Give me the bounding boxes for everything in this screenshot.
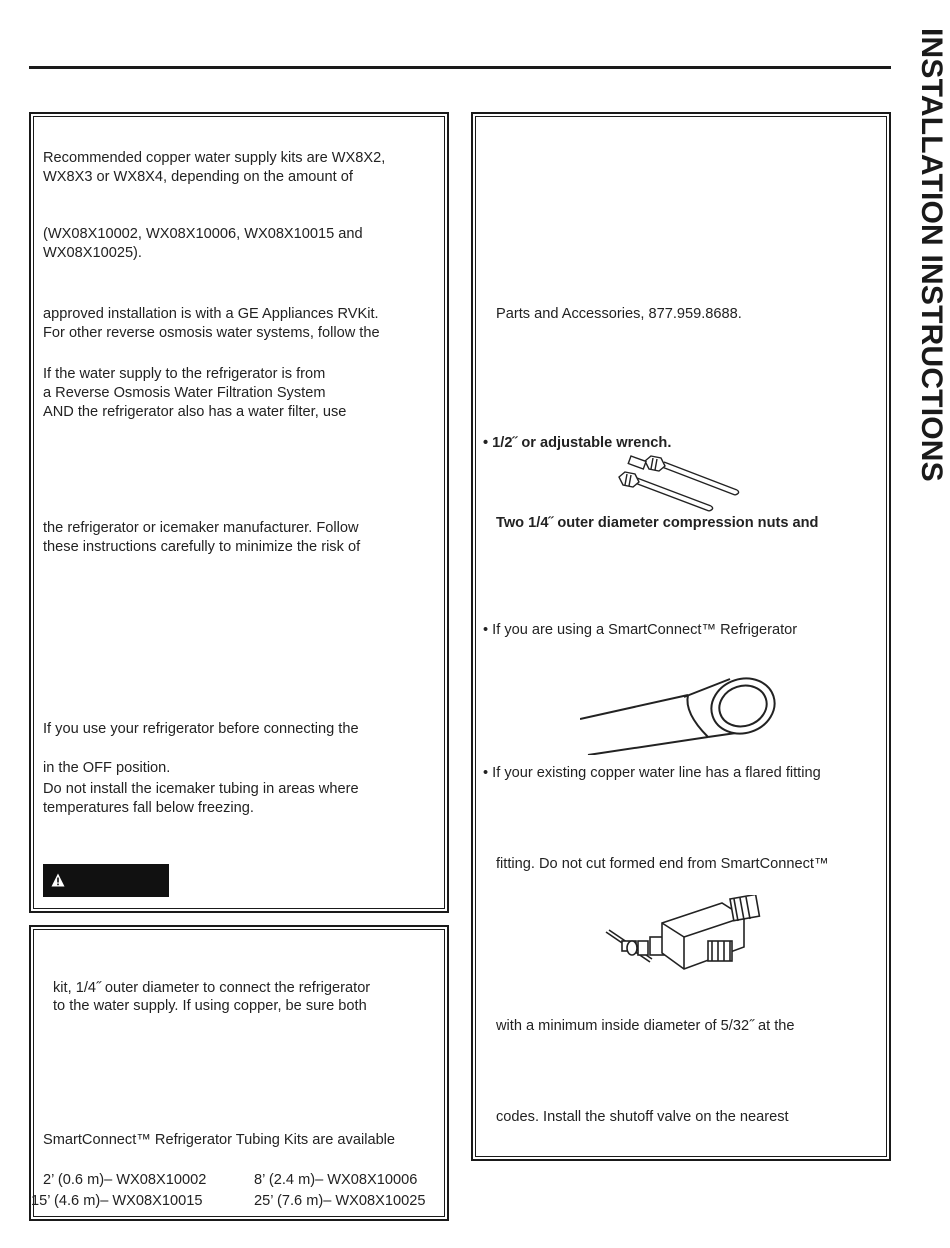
- tool-item: • 1/2˝ or adjustable wrench.: [483, 435, 672, 451]
- top-rule: [29, 66, 891, 69]
- text-line: the refrigerator or icemaker manufacturer. Follow: [43, 520, 359, 536]
- kit-item: 8’ (2.4 m)– WX08X10006: [254, 1172, 418, 1188]
- compression-nuts-illustration: [617, 448, 747, 518]
- side-title: INSTALLATION INSTRUCTIONS: [915, 28, 948, 482]
- text-line: these instructions carefully to minimize the risk of: [43, 539, 361, 555]
- text-line: For other reverse osmosis water systems, follow the: [43, 325, 380, 341]
- kit-item: 15’ (4.6 m)– WX08X10015: [31, 1193, 203, 1209]
- text-line: kit, 1/4˝ outer diameter to connect the refrigerator: [53, 980, 371, 996]
- text-line: to the water supply. If using copper, be sure both: [53, 998, 367, 1014]
- text-line: • If your existing copper water line has a flared fitting: [483, 765, 821, 781]
- text-line: fitting. Do not cut formed end from SmartConnect™: [496, 856, 829, 872]
- text-line: approved installation is with a GE Appliances RVKit.: [43, 306, 379, 322]
- text-line: codes. Install the shutoff valve on the nearest: [496, 1109, 789, 1125]
- text-line: Parts and Accessories, 877.959.8688.: [496, 306, 742, 322]
- text-line: If you use your refrigerator before connecting the: [43, 721, 359, 737]
- tubing-end-illustration: [580, 673, 780, 755]
- shutoff-valve-illustration: [604, 895, 764, 975]
- text-line: in the OFF position.: [43, 760, 171, 776]
- text-line: a Reverse Osmosis Water Filtration System: [43, 385, 326, 401]
- text-line: Do not install the icemaker tubing in areas where: [43, 781, 359, 797]
- text-line: • If you are using a SmartConnect™ Refrigerator: [483, 622, 798, 638]
- kit-item: 25’ (7.6 m)– WX08X10025: [254, 1193, 426, 1209]
- text-line: (WX08X10002, WX08X10006, WX08X10015 and: [43, 226, 363, 242]
- text-line: WX8X3 or WX8X4, depending on the amount of: [43, 169, 353, 185]
- warning-label: [43, 864, 169, 897]
- text-line: SmartConnect™ Refrigerator Tubing Kits are available: [43, 1132, 396, 1148]
- kit-item: 2’ (0.6 m)– WX08X10002: [43, 1172, 207, 1188]
- warning-triangle-icon: [51, 873, 65, 887]
- text-line: Two 1/4˝ outer diameter compression nuts and: [496, 515, 819, 531]
- text-line: If the water supply to the refrigerator is from: [43, 366, 326, 382]
- text-line: Recommended copper water supply kits are WX8X2,: [43, 150, 386, 166]
- text-line: AND the refrigerator also has a water filter, use: [43, 404, 347, 420]
- text-line: temperatures fall below freezing.: [43, 800, 254, 816]
- text-line: WX08X10025).: [43, 245, 142, 261]
- text-line: with a minimum inside diameter of 5/32˝ at the: [496, 1018, 795, 1034]
